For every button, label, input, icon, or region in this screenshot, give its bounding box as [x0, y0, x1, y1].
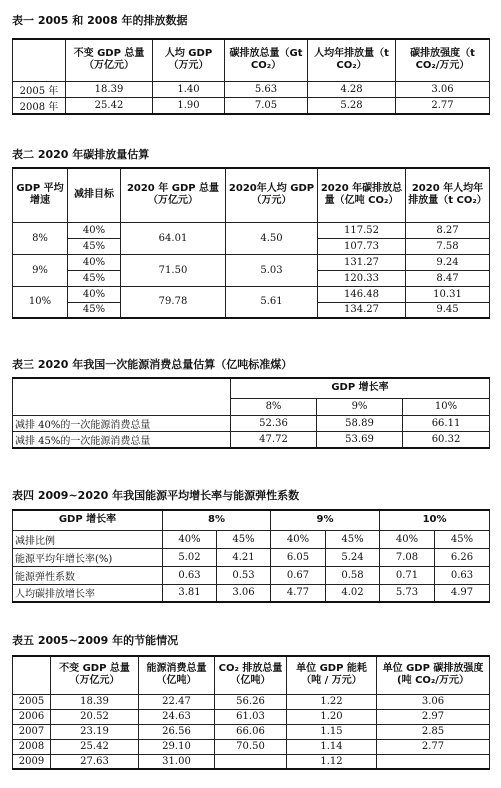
table-cell: 4.02 — [326, 584, 380, 602]
table5-header-co2: CO₂ 排放总量（亿吨） — [215, 656, 287, 694]
table-cell: 能源弹性系数 — [13, 566, 163, 584]
table-cell: 5.24 — [326, 548, 380, 566]
table1-header-per-gdp: 人均 GDP（万元） — [153, 39, 225, 81]
table-cell: 2005 年 — [13, 81, 66, 97]
table-row — [13, 81, 490, 97]
table-cell: 2.77 — [396, 97, 490, 114]
table4-group-8: 8% — [163, 510, 271, 530]
table-cell: 20.52 — [51, 709, 139, 724]
table-cell: 29.10 — [139, 739, 215, 754]
table-cell: 7.08 — [380, 548, 435, 566]
table1-header-blank — [13, 39, 66, 81]
table-cell: 70.50 — [215, 739, 287, 754]
table-cell: 7.58 — [406, 238, 490, 254]
table-cell: 10.31 — [406, 286, 490, 302]
table5-caption: 表五 2005~2009 年的节能情况 — [12, 634, 179, 647]
table1-header-gdp: 不变 GDP 总量（万亿元） — [66, 39, 153, 81]
table-cell: 6.05 — [271, 548, 326, 566]
table2-header-speed: GDP 平均增速 — [13, 168, 68, 222]
table-cell: 47.72 — [231, 431, 317, 448]
table-cell: 117.52 — [318, 222, 406, 238]
table-cell: 27.63 — [51, 754, 139, 769]
table4-caption: 表四 2009~2020 年我国能源平均增长率与能源弹性系数 — [12, 489, 300, 502]
table-cell: 5.61 — [226, 286, 318, 318]
table-cell: 0.63 — [435, 566, 490, 584]
table-cell: 146.48 — [318, 286, 406, 302]
table-cell: 减排比例 — [13, 530, 163, 548]
table-cell: 5.28 — [308, 97, 396, 114]
table2-header-target: 减排目标 — [68, 168, 121, 222]
table-cell: 2009 — [13, 754, 51, 769]
table-cell: 25.42 — [51, 739, 139, 754]
table-cell: 45% — [326, 530, 380, 548]
table-cell: 40% — [163, 530, 217, 548]
table-cell: 10% — [13, 286, 68, 318]
table-cell: 3.06 — [217, 584, 271, 602]
table-cell: 3.06 — [377, 694, 490, 709]
table-cell: 2005 — [13, 694, 51, 709]
table-cell: 0.67 — [271, 566, 326, 584]
table-row — [13, 286, 490, 302]
table-cell: 1.12 — [287, 754, 377, 769]
table-cell: 0.58 — [326, 566, 380, 584]
table-cell: 40% — [271, 530, 326, 548]
table5-header-energy-intensity: 单位 GDP 能耗（吨 / 万元） — [287, 656, 377, 694]
table-cell: 9% — [13, 254, 68, 286]
table-cell: 4.21 — [217, 548, 271, 566]
table3 — [12, 377, 490, 449]
table-row — [13, 584, 490, 602]
table5-header-energy: 能源消费总量（亿吨） — [139, 656, 215, 694]
table-cell: 0.71 — [380, 566, 435, 584]
table-cell: 9.24 — [406, 254, 490, 270]
table-cell: 71.50 — [121, 254, 226, 286]
table-cell: 1.40 — [153, 81, 225, 97]
table-cell: 26.56 — [139, 724, 215, 739]
table-cell — [215, 754, 287, 769]
table-cell: 40% — [68, 286, 121, 302]
table-cell: 60.32 — [403, 431, 490, 448]
table-cell: 40% — [380, 530, 435, 548]
table-cell: 减排 45%的一次能源消费总量 — [13, 431, 231, 448]
table4-header-label: GDP 增长率 — [13, 510, 163, 530]
table-cell: 减排 40%的一次能源消费总量 — [13, 415, 231, 431]
table-row — [13, 431, 490, 448]
table-cell: 1.20 — [287, 709, 377, 724]
table-cell: 31.00 — [139, 754, 215, 769]
table-cell: 2.85 — [377, 724, 490, 739]
table2-header-per-emission: 2020 年人均年排放量（t CO₂） — [406, 168, 490, 222]
table-cell: 7.05 — [225, 97, 308, 114]
table-row — [13, 530, 490, 548]
table-cell: 5.73 — [380, 584, 435, 602]
table-cell: 2.77 — [377, 739, 490, 754]
table-cell: 1.14 — [287, 739, 377, 754]
table3-group-header: GDP 增长率 — [231, 378, 490, 398]
table-cell: 8.27 — [406, 222, 490, 238]
table-cell: 6.26 — [435, 548, 490, 566]
table-cell: 1.90 — [153, 97, 225, 114]
table-cell: 64.01 — [121, 222, 226, 254]
table-cell: 45% — [68, 270, 121, 286]
table-cell: 18.39 — [66, 81, 153, 97]
table-cell: 3.06 — [396, 81, 490, 97]
table2-header-total: 2020 年碳排放总量（亿吨 CO₂） — [318, 168, 406, 222]
table-cell: 131.27 — [318, 254, 406, 270]
table-cell: 53.69 — [317, 431, 403, 448]
table-cell: 56.26 — [215, 694, 287, 709]
table-cell: 5.63 — [225, 81, 308, 97]
table-cell: 66.06 — [215, 724, 287, 739]
table1-header-total-emission: 碳排放总量（Gt CO₂） — [225, 39, 308, 81]
table-cell: 25.42 — [66, 97, 153, 114]
table1-caption: 表一 2005 和 2008 年的排放数据 — [12, 14, 188, 27]
table-cell — [377, 754, 490, 769]
table2-header-per-gdp: 2020年人均 GDP（万元） — [226, 168, 318, 222]
table-cell: 5.03 — [226, 254, 318, 286]
table-cell: 79.78 — [121, 286, 226, 318]
table-cell: 58.89 — [317, 415, 403, 431]
table-cell: 45% — [217, 530, 271, 548]
table5-header-carbon-intensity: 单位 GDP 碳排放强度(吨 CO₂/万元） — [377, 656, 490, 694]
table-cell: 45% — [68, 238, 121, 254]
table-row — [13, 694, 490, 709]
table-row — [13, 415, 490, 431]
table-cell: 23.19 — [51, 724, 139, 739]
table-cell: 1.15 — [287, 724, 377, 739]
table5 — [12, 655, 490, 770]
table-cell: 40% — [68, 254, 121, 270]
table5-header-gdp: 不变 GDP 总量（万亿元） — [51, 656, 139, 694]
table-cell: 134.27 — [318, 302, 406, 318]
table3-subheader: 9% — [317, 398, 403, 415]
table-row — [13, 739, 490, 754]
table1-header-intensity: 碳排放强度（t CO₂/万元） — [396, 39, 490, 81]
table-cell: 0.53 — [217, 566, 271, 584]
table4-group-10: 10% — [380, 510, 490, 530]
table-cell: 2008 年 — [13, 97, 66, 114]
table-cell: 24.63 — [139, 709, 215, 724]
table-cell: 人均碳排放增长率 — [13, 584, 163, 602]
table-cell: 0.63 — [163, 566, 217, 584]
table-cell: 40% — [68, 222, 121, 238]
table-cell: 4.28 — [308, 81, 396, 97]
table-cell: 能源平均年增长率(%) — [13, 548, 163, 566]
table-cell: 45% — [435, 530, 490, 548]
table-cell: 18.39 — [51, 694, 139, 709]
table-cell: 4.50 — [226, 222, 318, 254]
table-cell: 45% — [68, 302, 121, 318]
table1 — [12, 38, 490, 115]
table-cell: 8.47 — [406, 270, 490, 286]
table-row — [13, 254, 490, 270]
table-cell: 2007 — [13, 724, 51, 739]
table-cell: 3.81 — [163, 584, 217, 602]
table2 — [12, 167, 490, 319]
table2-header-gdp: 2020 年 GDP 总量（万亿元） — [121, 168, 226, 222]
table-cell: 107.73 — [318, 238, 406, 254]
table-cell: 2.97 — [377, 709, 490, 724]
table-row — [13, 222, 490, 238]
table2-caption: 表二 2020 年碳排放量估算 — [12, 148, 150, 161]
table4-group-9: 9% — [271, 510, 380, 530]
table-row — [13, 709, 490, 724]
table-cell: 4.97 — [435, 584, 490, 602]
table-cell: 5.02 — [163, 548, 217, 566]
table-cell: 9.45 — [406, 302, 490, 318]
table-cell: 1.22 — [287, 694, 377, 709]
table5-header-blank — [13, 656, 51, 694]
table-cell: 61.03 — [215, 709, 287, 724]
table-cell: 52.36 — [231, 415, 317, 431]
table-cell: 2006 — [13, 709, 51, 724]
table-cell: 120.33 — [318, 270, 406, 286]
table-cell: 22.47 — [139, 694, 215, 709]
table-cell: 66.11 — [403, 415, 490, 431]
table-cell: 8% — [13, 222, 68, 254]
table-row — [13, 566, 490, 584]
table3-caption: 表三 2020 年我国一次能源消费总量估算（亿吨标准煤） — [12, 358, 293, 371]
table3-subheader: 10% — [403, 398, 490, 415]
table-cell: 4.77 — [271, 584, 326, 602]
table-row — [13, 724, 490, 739]
table4 — [12, 509, 490, 603]
table3-subheader: 8% — [231, 398, 317, 415]
table3-corner — [13, 378, 231, 415]
table-cell: 2008 — [13, 739, 51, 754]
table1-header-per-emission: 人均年排放量（t CO₂） — [308, 39, 396, 81]
table-row — [13, 97, 490, 114]
table-row — [13, 754, 490, 769]
table-row — [13, 548, 490, 566]
